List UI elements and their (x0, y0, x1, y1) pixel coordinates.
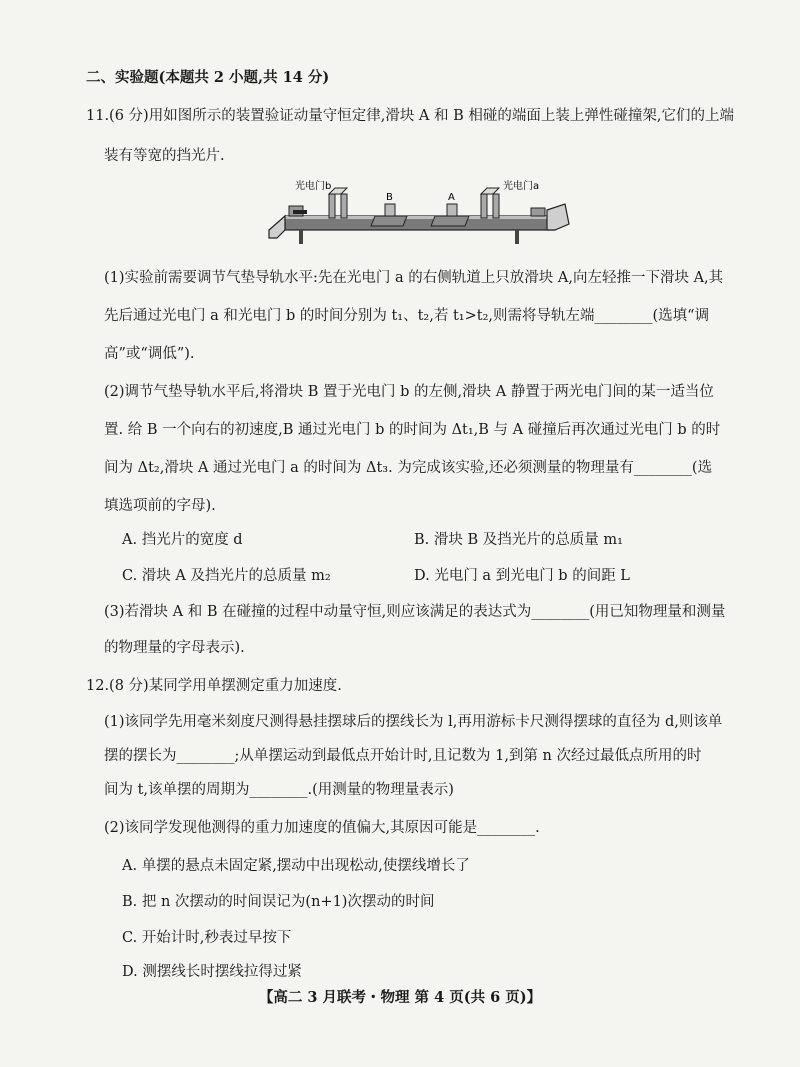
photogate-a-post1 (481, 194, 487, 218)
q12-option-b: B. 把 n 次摆动的时间误记为(n+1)次摆动的时间 (122, 894, 435, 910)
track-top-edge (285, 216, 555, 219)
slider-b (371, 216, 407, 226)
track-left-end (269, 216, 285, 238)
q11-option-c: C. 滑块 A 及挡光片的总质量 m₂ (122, 568, 331, 584)
q11-p2-line2: 置. 给 B 一个向右的初速度,B 通过光电门 b 的时间为 Δt₁,B 与 A 碰撞后再次通过光电门 b 的时 (104, 422, 721, 438)
photogate-a-top (481, 188, 499, 194)
q12-stem: 12.(8 分)某同学用单摆测定重力加速度. (86, 678, 342, 694)
track-right-end (547, 204, 569, 230)
label-slider-b: B (386, 192, 393, 203)
track-leg-right (515, 230, 519, 244)
q12-p1-line3: 间为 t,该单摆的周期为________.(用测量的物理量表示) (104, 782, 454, 798)
label-photogate-b: 光电门b (295, 181, 332, 192)
page-footer: 【高二 3 月联考・物理 第 4 页(共 6 页)】 (258, 989, 542, 1006)
q11-p1-line3: 高”或“调低”). (104, 346, 195, 362)
q11-p3-line2: 的物理量的字母表示). (104, 640, 245, 656)
q12-option-d: D. 测摆线长时摆线拉得过紧 (122, 964, 302, 980)
label-photogate-a: 光电门a (503, 181, 540, 192)
slider-a (431, 216, 469, 226)
q11-p1-line1: (1)实验前需要调节气垫导轨水平:先在光电门 a 的右侧轨道上只放滑块 A,向左轻推一下滑块 A,其 (104, 270, 724, 286)
slider-b-flag (385, 204, 395, 216)
air-track-diagram (265, 180, 575, 250)
q11-p2-line1: (2)调节气垫导轨水平后,将滑块 B 置于光电门 b 的左侧,滑块 A 静置于两光电门间的某一适当位 (104, 384, 714, 400)
track-leg-left (299, 230, 303, 244)
photogate-b-top (329, 188, 347, 194)
q11-p3-line1: (3)若滑块 A 和 B 在碰撞的过程中动量守恒,则应该满足的表达式为________(用已知物理量和测量 (104, 604, 726, 620)
q12-p1-line2: 摆的摆长为________;从单摆运动到最低点开始计时,且记数为 1,到第 n 次经过最低点所用的时 (104, 748, 702, 764)
q12-p2-line1: (2)该同学发现他测得的重力加速度的值偏大,其原因可能是________. (104, 820, 540, 836)
q11-stem-line1: 11.(6 分)用如图所示的装置验证动量守恒定律,滑块 A 和 B 相碰的端面上装上弹性碰撞架,它们的上端 (86, 108, 734, 124)
q11-p2-line3: 间为 Δt₂,滑块 A 通过光电门 a 的时间为 Δt₃. 为完成该实验,还必须测量的物理量有________(选 (104, 460, 713, 476)
q11-p1-line2: 先后通过光电门 a 和光电门 b 的时间分别为 t₁、t₂,若 t₁>t₂,则需将导轨左端________(选填“调 (104, 308, 710, 324)
q12-option-c: C. 开始计时,秒表过早按下 (122, 930, 292, 946)
q11-option-b: B. 滑块 B 及挡光片的总质量 m₁ (414, 532, 623, 548)
photogate-b-post1 (329, 194, 335, 218)
q12-option-a: A. 单摆的悬点未固定紧,摆动中出现松动,使摆线增长了 (122, 858, 470, 874)
right-bumper (531, 208, 545, 216)
left-bumper-spring (293, 210, 307, 214)
photogate-a-post2 (493, 194, 499, 218)
q11-option-a: A. 挡光片的宽度 d (122, 532, 243, 548)
q12-p1-line1: (1)该同学先用毫米刻度尺测得悬挂摆球后的摆线长为 l,再用游标卡尺测得摆球的直径为 d,则该单 (104, 714, 723, 730)
photogate-b-post2 (341, 194, 347, 218)
label-slider-a: A (448, 192, 455, 203)
section-title: 二、实验题(本题共 2 小题,共 14 分) (86, 69, 330, 86)
q11-stem-line2: 装有等宽的挡光片. (104, 148, 225, 164)
q11-p2-line4: 填选项前的字母). (104, 498, 216, 514)
slider-a-flag (447, 204, 457, 216)
q11-option-d: D. 光电门 a 到光电门 b 的间距 L (414, 568, 630, 584)
